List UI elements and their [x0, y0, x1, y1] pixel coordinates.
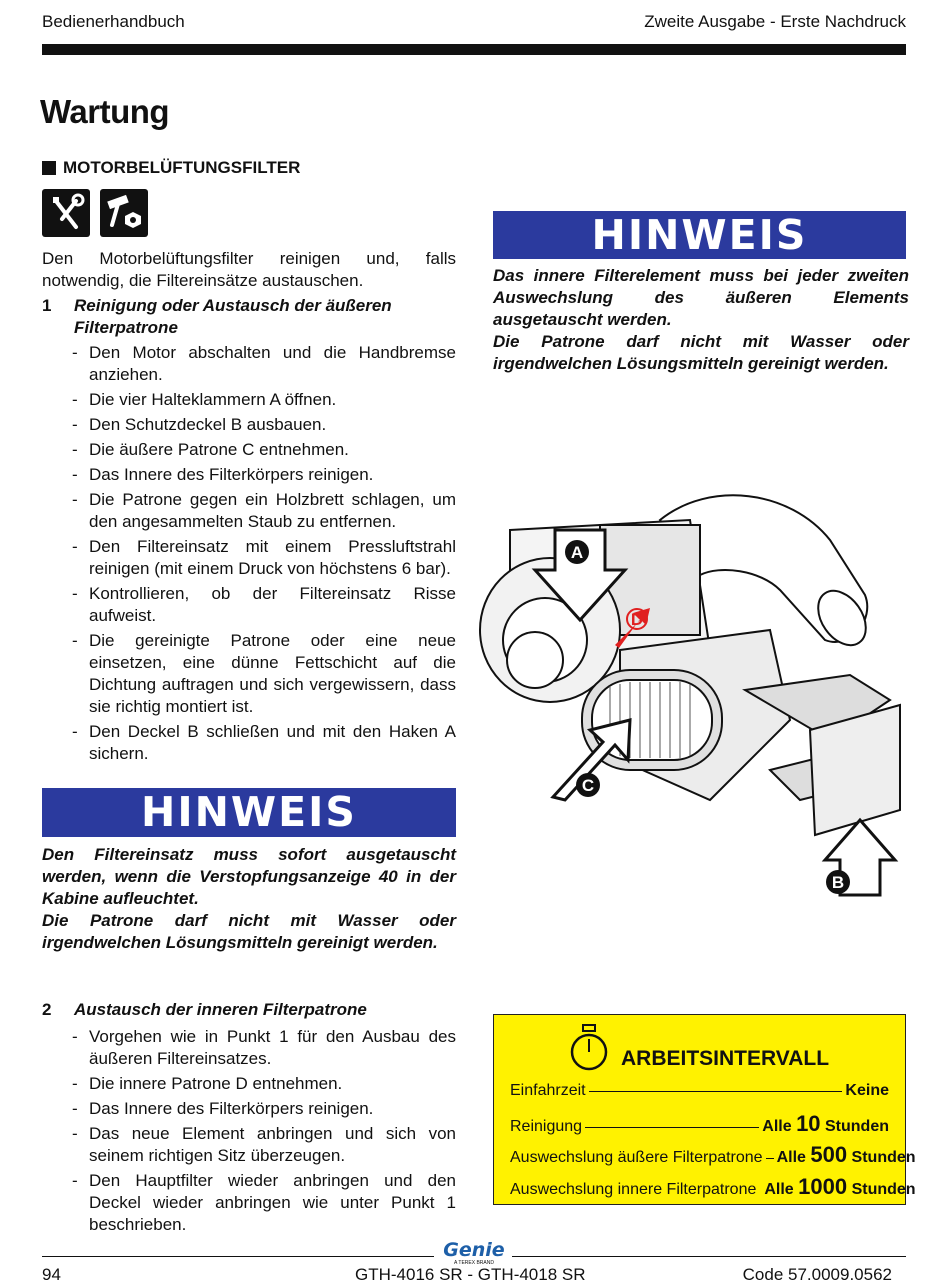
list-item: - Den Hauptfilter wieder anbringen und den Deckel wieder anbringen wie unter Punkt 1 beschrieben. [72, 1171, 456, 1234]
header-rule [42, 44, 906, 55]
hammer-nut-icon [100, 189, 148, 237]
label-c: C [581, 776, 595, 795]
step1-heading [42, 295, 456, 339]
page-title: Wartung [40, 93, 170, 130]
list-item: - Den Filtereinsatz mit einem Pressluftstrahl reinigen (mit einem Druck von höchstens 6 bar). [72, 537, 456, 578]
header-left: Bedienerhandbuch [42, 12, 185, 31]
section-heading [42, 158, 300, 178]
label-b: B [831, 873, 845, 892]
wrench-screwdriver-icon [42, 189, 90, 237]
list-item: - Den Deckel B schließen und mit den Haken A sichern. [72, 722, 456, 763]
list-item: - Die innere Patrone D entnehmen. [72, 1074, 343, 1093]
notice-right-banner: HINWEIS [493, 211, 906, 259]
stopwatch-icon [569, 1023, 609, 1073]
step1-number: 1 [42, 296, 52, 315]
list-item: - Die Patrone gegen ein Holzbrett schlagen, um den angesammelten Staub zu entfernen. [72, 490, 456, 531]
step2-list [42, 1026, 456, 1239]
footer-rule-right [512, 1256, 906, 1257]
interval-row: Reinigung Alle 10 Stunden [510, 1111, 889, 1136]
step2-heading [42, 999, 456, 1021]
list-item: - Kontrollieren, ob der Filtereinsatz Risse aufweist. [72, 584, 456, 625]
notice-right-text: Das innere Filterelement muss bei jeder zweiten Auswechslung des äußeren Elements ausgetauscht werden. Die Patrone darf nicht mit Wasser oder irgendwelchen Lösungsmitteln gereinigt werden. [493, 266, 909, 373]
notice-left-banner: HINWEIS [42, 788, 456, 837]
list-item: - Die äußere Patrone C entnehmen. [72, 440, 349, 459]
list-item: - Die vier Halteklammern A öffnen. [72, 390, 337, 409]
list-item: - Das Innere des Filterkörpers reinigen. [72, 465, 374, 484]
step1-list [42, 342, 456, 768]
footer-rule-left [42, 1256, 434, 1257]
list-item: - Das Innere des Filterkörpers reinigen. [72, 1099, 374, 1118]
notice-left-text: Den Filtereinsatz muss sofort ausgetauscht werden, wenn die Verstopfungsanzeige 40 in der Kabine aufleuchtet. Die Patrone darf nicht mit Wasser oder irgendwelchen Lösungsmitteln gereinigt werden. [42, 845, 456, 952]
interval-row: Auswechslung innere Filterpatrone Alle 1000 Stunden [510, 1174, 916, 1199]
label-d: D [630, 610, 644, 629]
interval-row: Auswechslung äußere Filterpatrone Alle 500 Stunden [510, 1142, 916, 1167]
air-filter-illustration [470, 480, 910, 900]
document-code: Code 57.0009.0562 [742, 1265, 892, 1284]
list-item: - Die gereinigte Patrone oder eine neue einsetzen, eine dünne Fettschicht auf die Dichtung auftragen und sich vergewissern, dass sie richtig montiert ist. [72, 631, 456, 716]
interval-box [493, 1014, 916, 1205]
model-names: GTH-4016 SR - GTH-4018 SR [355, 1265, 586, 1284]
genie-logo: Genie A TEREX BRAND [443, 1239, 505, 1266]
interval-row: Einfahrzeit Keine [510, 1082, 889, 1099]
header-right: Zweite Ausgabe - Erste Nachdruck [644, 12, 906, 31]
intro-text: Den Motorbelüftungsfilter reinigen und, falls notwendig, die Filtereinsätze austauschen. [42, 249, 456, 290]
label-a: A [570, 543, 584, 562]
step2-title: Austausch der inneren Filterpatrone [74, 1000, 367, 1019]
list-item: - Das neue Element anbringen und sich von seinem richtigen Sitz überzeugen. [72, 1124, 456, 1165]
list-item: - Den Motor abschalten und die Handbremse anziehen. [72, 343, 456, 384]
step2-number: 2 [42, 1000, 52, 1019]
list-item: - Den Schutzdeckel B ausbauen. [72, 415, 327, 434]
section-title: MOTORBELÜFTUNGSFILTER [63, 158, 301, 177]
section-bullet-icon [42, 161, 56, 175]
page-number: 94 [42, 1265, 61, 1284]
interval-title: ARBEITSINTERVALL [621, 1047, 830, 1070]
list-item: - Vorgehen wie in Punkt 1 für den Ausbau des äußeren Filtereinsatzes. [72, 1027, 456, 1068]
step1-title: Reinigung oder Austausch der äußeren Filterpatrone [74, 296, 392, 337]
